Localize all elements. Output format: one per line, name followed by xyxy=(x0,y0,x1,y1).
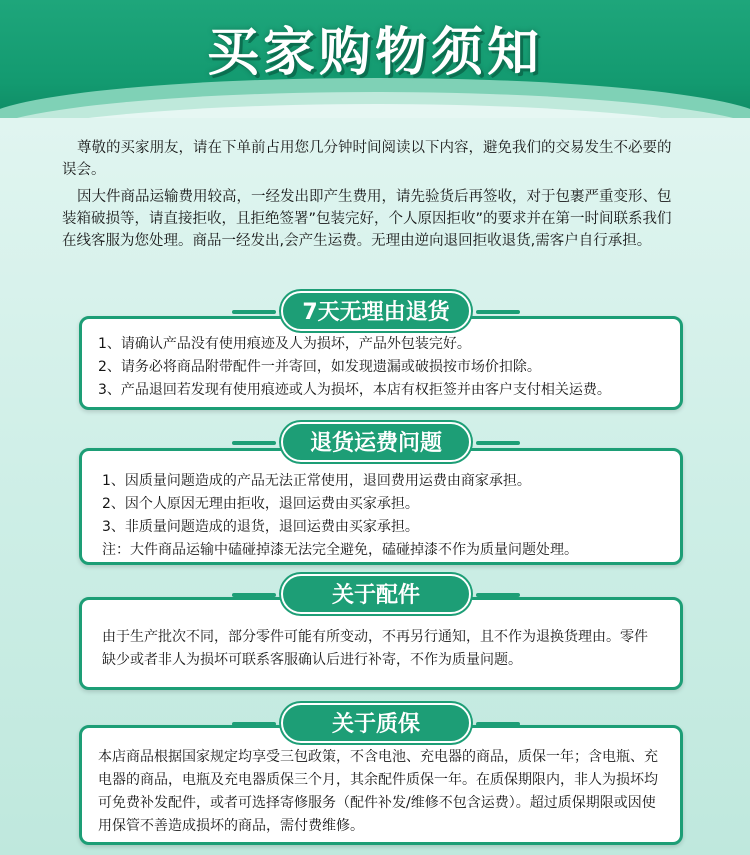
heading-decoration xyxy=(232,593,276,597)
section-text: 本店商品根据国家规定均享受三包政策，不含电池、充电器的商品，质保一年；含电瓶、充电器的商品，电瓶及充电器质保三个月，其余配件质保一年。在质保期限内，非人为损坏均可免费补发配件，或者可选择寄修服务（配件补发/维修不包含运费）。超过质保期限或因使用保管不善造成损坏的商品，需付费维修。 xyxy=(98,749,658,834)
section-heading: 关于配件 xyxy=(281,574,471,614)
list-item: 注：大件商品运输中磕碰掉漆无法完全避免，磕碰掉漆不作为质量问题处理。 xyxy=(102,542,578,558)
section-text: 由于生产批次不同，部分零件可能有所变动，不再另行通知，且不作为退换货理由。零件缺少或者非人为损坏可联系客服确认后进行补寄，不作为质量问题。 xyxy=(102,629,648,668)
list-item: 1、因质量问题造成的产品无法正常使用，退回费用运费由商家承担。 xyxy=(102,473,531,489)
heading-decoration xyxy=(232,441,276,445)
section-heading: 7天无理由退货 xyxy=(281,291,471,331)
section-heading: 关于质保 xyxy=(281,703,471,743)
heading-decoration xyxy=(232,310,276,314)
heading-decoration xyxy=(232,722,276,726)
section-box xyxy=(79,448,683,565)
heading-decoration xyxy=(476,441,520,445)
heading-decoration xyxy=(476,593,520,597)
heading-decoration xyxy=(476,310,520,314)
header-banner xyxy=(0,0,750,118)
section-heading: 退货运费问题 xyxy=(281,422,471,462)
intro-text xyxy=(62,137,677,257)
list-item: 2、请务必将商品附带配件一并寄回，如发现遗漏或破损按市场价扣除。 xyxy=(98,359,541,375)
list-item: 1、请确认产品没有使用痕迹及人为损坏，产品外包装完好。 xyxy=(98,336,471,352)
list-item: 3、产品退回若发现有使用痕迹或人为损坏，本店有权拒签并由客户支付相关运费。 xyxy=(98,382,611,398)
heading-decoration xyxy=(476,722,520,726)
list-item: 3、非质量问题造成的退货，退回运费由买家承担。 xyxy=(102,519,419,535)
intro-paragraph-1: 尊敬的买家朋友，请在下单前占用您几分钟时间阅读以下内容，避免我们的交易发生不必要的误会。 xyxy=(62,140,672,178)
page-title: 买家购物须知 xyxy=(206,23,543,83)
intro-paragraph-2: 因大件商品运输费用较高，一经发出即产生费用，请先验货后再签收，对于包裹严重变形、包装箱破损等，请直接拒收，且拒绝签署”包装完好，个人原因拒收”的要求并在第一时间联系我们在线客服为您处理。商品一经发出,会产生运费。无理由逆向退回拒收退货,需客户自行承担。 xyxy=(62,189,672,249)
list-item: 2、因个人原因无理由拒收，退回运费由买家承担。 xyxy=(102,496,419,512)
